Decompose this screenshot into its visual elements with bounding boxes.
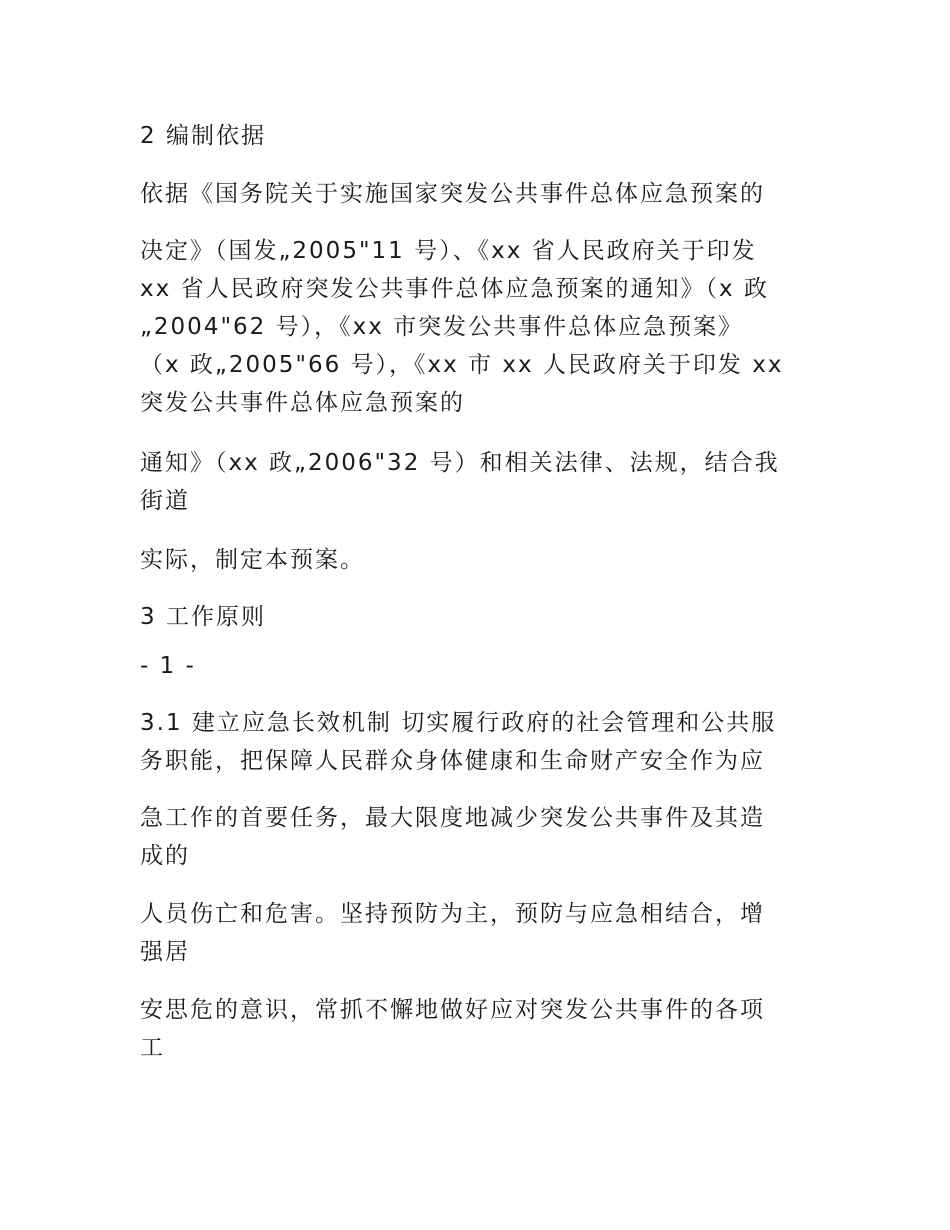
text-line: 决定》（国发„2005"11 号）、《xx 省人民政府关于印发 (140, 238, 757, 264)
text-line: 人员伤亡和危害。坚持预防为主，预防与应急相结合，增 (140, 901, 765, 927)
text-line: „2004"62 号），《xx 市突发公共事件总体应急预案》 (140, 314, 744, 340)
section-heading-basis: 2 编制依据 (140, 123, 266, 149)
section-heading-principles: 3 工作原则 (140, 604, 266, 630)
text-line: 3.1 建立应急长效机制 切实履行政府的社会管理和公共服 (140, 710, 777, 736)
text-line: 成的 (140, 843, 190, 869)
text-line: 依据《国务院关于实施国家突发公共事件总体应急预案的 (140, 181, 765, 207)
text-line: xx 省人民政府突发公共事件总体应急预案的通知》（x 政 (140, 276, 769, 302)
text-line: 实际，制定本预案。 (140, 547, 365, 573)
text-line: 工 (140, 1035, 165, 1061)
text-line: 急工作的首要任务，最大限度地减少突发公共事件及其造 (140, 805, 765, 831)
text-line: 强居 (140, 939, 190, 965)
text-line: 安思危的意识，常抓不懈地做好应对突发公共事件的各项 (140, 997, 765, 1023)
text-line: 务职能，把保障人民群众身体健康和生命财产安全作为应 (140, 748, 765, 774)
text-line: 街道 (140, 488, 190, 514)
text-line: 通知》（xx 政„2006"32 号）和相关法律、法规，结合我 (140, 450, 780, 476)
text-line: 突发公共事件总体应急预案的 (140, 390, 465, 416)
page-number: - 1 - (140, 653, 196, 679)
text-line: （x 政„2005"66 号），《xx 市 xx 人民政府关于印发 xx (140, 352, 784, 378)
